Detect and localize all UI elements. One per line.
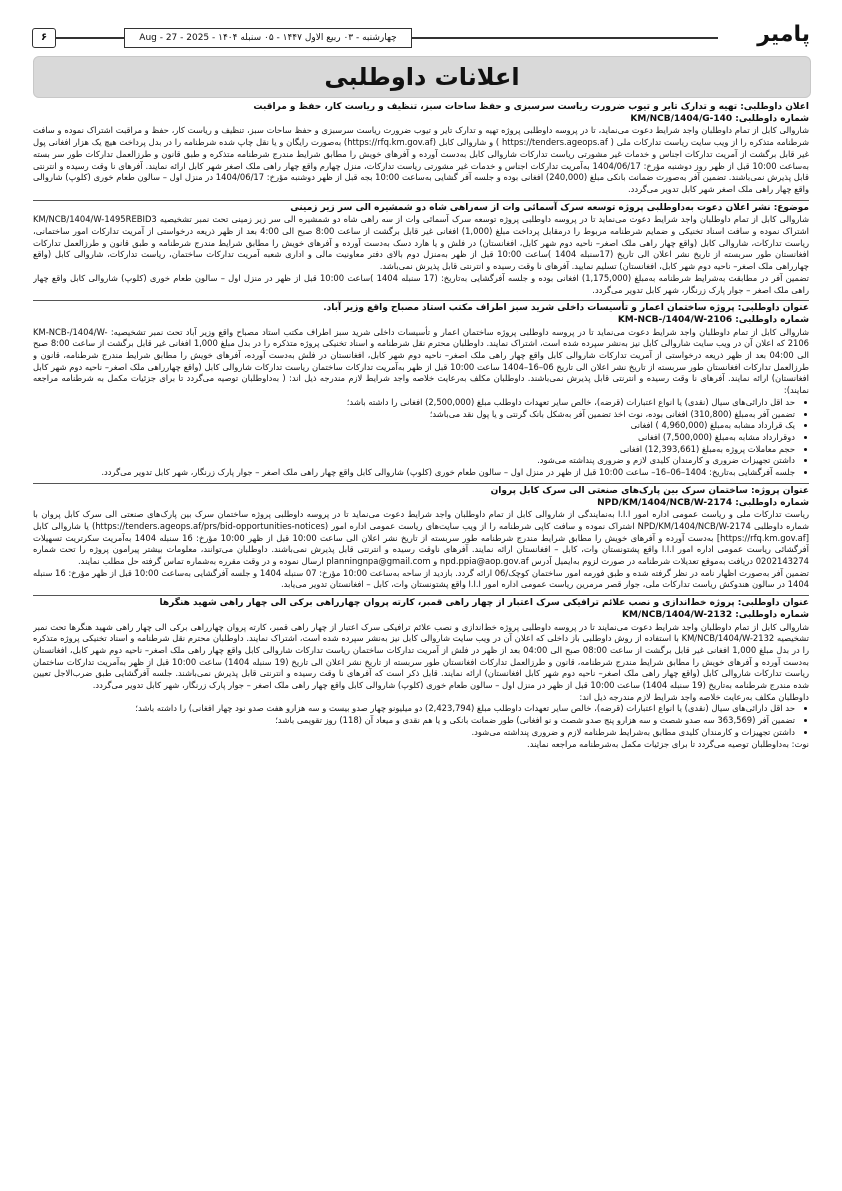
list-item: • تضمین آفر (363,569 سه صدو شصت و سه هزارو پنج صدو شصت و نو افغانی) طور ضمانت بانکی و یا هم نقدی و میعاد آن (118) روز تقویمی باشد؛ <box>33 715 795 727</box>
list-item: • تضمین آفر به‌مبلغ (310,800) افغانی بوده، نوت اخذ تضمین آفر به‌شکل بانک گرنتی و یا پول نقد می‌باشد؛ <box>33 409 795 421</box>
tender-announcements <box>33 100 809 1182</box>
ad-reference: شماره داوطلبی: KM/NCB/1404/W-2132 <box>621 609 809 620</box>
ad-paragraph: تضمین آفر در مطابقت به‌شرایط شرطنامه به‌مبلغ (1,175,000) افغانی بوده و جلسه آفرگشایی به‌تاریخ: (17 سنبله 1404 )ساعت 10:00 قبل از ظهر در منزل اول – سالون طعام خوری (کلوپ) شاروالی کابل واقع چهار راهی ملک اصغر – جوار پارک زرنگار، شهر کابل تدویر می‌گردد. <box>33 272 809 295</box>
list-item: • حجم معاملات پروژه به‌مبلغ (12,393,661) افغانی <box>33 444 795 456</box>
list-item: • حد اقل دارائی‌های سیال (نقدی) یا انواع اعتبارات (قرضه)، خالص سایر تعهدات داوطلب مبلغ (2,500,000) افغانی را داشته باشد؛ <box>33 397 795 409</box>
ad-reference: شماره داوطلبی: NPD/KM/1404/NCB/W-2174 <box>597 497 809 508</box>
ad-paragraph: داوطلبان مکلف به‌رعایت خلاصه واجد شرایط لازم مندرجه ذیل اند: <box>579 691 809 702</box>
tender-ad-2 <box>33 200 809 301</box>
tender-ad-4 <box>33 483 809 595</box>
ad-paragraph: ریاست تدارکات ملی و ریاست عمومی اداره امور ا.ا.ا به‌نمایندگی از شاروالی کابل از تمام داوطلبان واجد شرایط دعوت می‌نماید تا در پروسه داوطلبی پروژه ساختمان سرک بین پارک‌های صنعتی الی سرک کابل پروان با شماره داوطلبی NPD/KM/1404/NCB/W-2174 اشتراک نموده و سافت کاپی شرطنامه را از ویب سایت‌های ریاست عمومی اداره امور (https://tenders.ageops.af/prs/bid-opportunities-notices) یا شاروالی کابل [https://rfq.km.gov.af] به‌دست آورده و آفرهای خویش را مطابق شرایط مندرج شرطنامه طور سربسته از تاریخ نشر اعلان الی ساعت 10:00 قبل از ظهر 10:00 مؤرخ: 16 سنبله 1404 به‌آمریت سکرتریت تسهیلات آفرگشائی ریاست عمومی اداره امور ا.ا.ا واقع پشتونستان وات، کابل – افغانستان ارائه نمایند. آفرهای ناوقت رسیده و انترنتی قابل پذیرش نمی‌باشند. داوطلبان می‌توانند، معلومات بیشتر پیرامون پروژه را تحت شماره 0202143274 دریافت به‌موقع تعدیلات شرطنامه در صورت لزوم به‌ایمیل آدرس npd.ppia@aop.gov.af و planningnpa@gmail.com ارسال نموده و در وقت مقرره به‌شماره تماس گرفته حل مطلب نمایند. <box>33 509 809 567</box>
ad-paragraph: تضمین آفر به‌صورت اظهار نامه در نظر گرفته شده و طبق فورمه امور ساختمان کوچک/06 ارائه گردد. بازدید از ساحه به‌ساعت 10:00 مؤرخ: 07 سنبله 1404 و جلسه آفرگشایی به‌ساعت 10:00 قبل از ظهر مؤرخ: 16 سنبله 1404 در سالون هندوکش ریاست تدارکات ملی، جوار قصر مرمرین ریاست عمومی اداره امور ا.ا.ا واقع پشتونستان وات، کابل – افغانستان تدویر می‌یابد. <box>33 567 809 590</box>
list-item: • یک قرارداد مشابه به‌مبلغ (4,960,000 ) افغانی <box>33 420 795 432</box>
list-item: • جلسه آفرگشایی به‌تاریخ: 1404–06–16– ساعت 10:00 قبل از ظهر در منزل اول – سالون طعام خوری (کلوپ) شاروالی کابل واقع چهار راهی ملک اصغر – جوار پارک زرنگار، شهر کابل تدویر می‌گردد. <box>33 467 795 479</box>
section-banner: اعلانات داوطلبی <box>33 56 811 98</box>
page-number: ۶ <box>32 28 56 48</box>
ad-paragraph: شاروالی کابل از تمام داوطلبان واجد شرایط دعوت می‌نمایند تا در پروسه داوطلبی پروژه خط‌اندازی و نصب علائم ترافیکی سرک اعتبار از چهار راهی قمبر، کارته پروان چهارراهی برکی الی چهار راهی شهید هنگرها تحت نمبر تشخیصیه KM/NCB/1404/W-2132 با استفاده از روش داوطلبی باز داخلی که اعلان آن در ویب سایت شاروالی کابل نیز به‌نشر سپرده شده است، اشتراک نمایند. داوطلبان محترم نقل شرطنامه و اسناد تخنیکی پروژه متذکره را در بدل مبلغ 1,000 افغانی غیر قابل برگشت از ساعت 08:00 صبح الی 04:00 بعد از ظهر در فلش از آمریت تدارکات ساختمان ریاست تدارکات شاروالی کابل واقع چهار راهی ملک اصغر– ناحیه دوم شهر کابل، افغانستان به‌دست آورده و آفرهای خویش را مطابق شرایط مندرج شرطنامه، قانون و طرزالعمل تدارکات افغانستان طور سربسته از تاریخ نشر اعلان الی تاریخ (19 سنبله 1404) ساعت 10:00 قبل از ظهر به‌آمریت تدارکات ساختمان ریاست تدارکات شاروالی کابل (واقع چهار راهی ملک اصغر– ناحیه دوم شهر کابل افغانستان) ارائه نمایند. قابل ذکر است که آفرهای نا وقت رسیده و انترنتی قابل پذیرش نمی‌باشند. جلسه آفرگشایی طبق ضرب‌الاجل تعیین شده مندرج شرطنامه به‌تاریخ (19 سنبله 1404) ساعت 10:00 قبل از ظهر در منزل اول – سالون طعام خوری (کلوپ) شاروالی کابل واقع چهار راهی ملک اصغر – جوار پارک زرنگار، شهر کابل تدویر می‌گردد. <box>33 621 809 691</box>
ad-footer-note: نوت: به‌داوطلبان توصیه می‌گردد تا برای جزئیات مکمل به‌شرطنامه مراجعه نمایند. <box>527 738 809 749</box>
tender-ad-5 <box>33 595 809 754</box>
ad-title: موضوع: نشر اعلان دعوت به‌داوطلبی پروژه توسعه سرک آسمائی وات از سه‌راهی شاه دو شمشیره الی سر زیر زمینی <box>290 202 809 213</box>
ad-title: عنوان داوطلبی: پروژه ساختمان اعمار و تأسیسات داخلی شرید سبز اطراف مکتب استاد مصباح واقع وزیر آباد. <box>323 303 809 314</box>
list-item: • حد اقل دارائی‌های سیال (نقدی) یا انواع اعتبارات (قرضه)، خالص سایر تعهدات داوطلب مبلغ (2,423,794) دو میلیونو چهار صدو بیست و سه هزارو هفت صدو نود چهار افغانی) را داشته باشد؛ <box>33 703 795 715</box>
tender-ad-3 <box>33 300 809 483</box>
list-item: • دوقرارداد مشابه به‌مبلغ (7,500,000) افغانی <box>33 432 795 444</box>
ad-reference: شماره داوطلبی: KM/NCB/1404/G-140 <box>630 113 809 124</box>
ad-title: عنوان پروژه: ساختمان سرک بین پارک‌های صنعتی الی سرک کابل پروان <box>490 485 809 496</box>
list-item: • داشتن تجهیزات و کارمندان کلیدی مطابق به‌شرایط شرطنامه لازم و ضروری پنداشته می‌شود. <box>33 727 795 739</box>
page-header <box>32 22 810 48</box>
list-item: • داشتن تجهیزات ضروری و کارمندان کلیدی لازم و ضروری پنداشته می‌شود. <box>33 455 795 467</box>
ad-title: عنوان داوطلبی: پروژه خط‌اندازی و نصب علائم ترافیکی سرک اعتبار از چهار راهی قمبر، کارته پروان چهارراهی برکی الی چهار راهی شهید هنگرها <box>159 598 809 609</box>
requirements-list <box>33 397 809 479</box>
header-date: چهارشنبه - ۰۳ ربیع الاول ۱۴۴۷ - ۰۵ سنبله ۱۴۰۴ - Aug - 27 - 2025 <box>124 28 412 48</box>
ad-title: اعلان داوطلبی: تهیه و تدارک تایر و تیوب ضرورت ریاست سرسبزی و حفظ ساحات سبز، تنظیف و ریاست کار، حفظ و مراقبت <box>253 102 809 112</box>
ad-paragraph: شاروالی کابل از تمام داوطلبان واجد شرایط دعوت می‌نماید تا در پروسه داوطلبی پروژه ساختمان اعمار و تأسیسات داخلی شرید سبز اطراف مکتب استاد مصباح واقع وزیر آباد تحت نمبر تشخیصیه: KM-NCB-/1404/W-2106 که اعلان آن در ویب سایت شاروالی کابل نیز به‌نشر سپرده شده است، اشتراک نمایند. داوطلبان محترم نقل شرطنامه و اسناد تخنیکی پروژه متذکره را در بدل مبلغ 1,000 افغانی غیر قابل برگشت از ساعت 8:00 صبح الی 04:00 بعد از ظهر ذریعه درخواستی از آمریت تدارکات شاروالی کابل واقع چهار راهی ملک اصغر– ناحیه دوم شهر کابل، افغانستان در فلش به‌دست آورده، آفرهای خویش را مطابق شرایط مندرج شرطنامه، قانون و طرزالعمل تدارکات افغانستان طور سربسته از تاریخ نشر اعلان الی تاریخ 06–16–1404 ساعت 10:00 قبل از ظهر به‌آمریت تدارکات ساختمان ریاست تدارکات شاروالی کابل (واقع چهارراهی ملک اصغر– ناحیه دوم شهر کابل افغانستان) ارائه نمایند. آفرهای نا وقت رسیده و انترنتی قابل پذیرش نمی‌باشند. داوطلبان مکلف به‌رعایت خلاصه واجد شرایط لازم مندرجه ذیل اند: ( به‌داوطلبان توصیه می‌گردد تا برای جزئیات مکمل به شرطنامه مراجعه نمایند): <box>33 326 809 396</box>
requirements-list <box>33 703 809 738</box>
newspaper-brand: پامیر <box>757 22 810 47</box>
tender-ad-1 <box>33 100 809 200</box>
ad-paragraph: شاروالی کابل از تمام داوطلبان واجد شرایط دعوت می‌نماید تا در پروسه داوطلبی پروژه توسعه سرک آسمائی وات از سه راهی شاه دو شمشیره الی سر زیر زمینی تحت نمبر تشخیصیه KM/NCB/1404/W-1495REBID3 اشتراک نموده و سافت اسناد تخنیکی و ضمایم شرطنامه مربوط را درمقابل پرداخت مبلغ (1,000) افغانی غیر قابل برگشت از ساعت 8:00 صبح الی 4:00 بعد از ظهر ذریعه درخواستی از آمریت تدارکات امور ساختمانی، ریاست تدارکات، شاروالی کابل (واقع چهار راهی ملک اصغر– ناحیه دوم شهر کابل، افغانستان) در فلش و یا هارد دسک به‌دست آورده و آفرهای خویش را مطابق شرایط مندرج شرطنامه و طبق قانون و طرزالعمل تدارکات افغانستان طور سربسته از تاریخ نشر اعلان الی تاریخ (17سنبله 1404 )ساعت 10:00 قبل از ظهر به‌منزل دوم بالای دفتر معاونیت مالی و اداری شعبه آمریت تدارکات ساختمان، ریاست تدارکات، شاروالی کابل (واقع چهارراهی ملک اصغر– ناحیه دوم شهر کابل، افغانستان) تسلیم نمایید. آفرهای نا وقت رسیده و انترنتی قابل پذیرش نمی‌باشد. <box>33 214 809 272</box>
ad-reference: شماره داوطلبی: KM-NCB-/1404/W-2106 <box>617 314 809 325</box>
ad-paragraph: شاروالی کابل از تمام داوطلبان واجد شرایط دعوت می‌نماید، تا در پروسه داوطلبی پروژه تهیه و تدارک تایر و تیوب ضرورت ریاست سرسبزی و حفظ ساحات سبز، تنظیف و ریاست کار، حفظ و مراقبت اشتراک نموده و سافت شرطنامه متذکره را از ویب سایت ریاست تدارکات ملی ( https://tenders.ageops.af ) و شاروالی کابل (https://rfq.km.gov.af) به‌صورت رایگان و یا نقل چاپ شده شرطنامه را در بدل پرداخت هیچ یک هزار افغانی پول غیر قابل برگشت از آمریت تدارکات اجناس و خدمات غیر مشورتی ریاست تدارکات شاروالی کابل به‌دست آورده و آفرهای خویش را مطابق شرایط مندرج شرطنامه متذکره و طبق قانون و طرزالعمل تدارکات طور سر بسته به‌ساعت 10:00 قبل از ظهر روز دوشنبه مؤرخ: 1404/06/17 به‌آمریت تدارکات اجناس و خدمات غیر مشورتی ریاست تدارکات، منزل چهارم واقع چهار راهی ملک اصغر شهر کابل ارائه نمایند. آفرهای نا وقت رسیده و انترنتی قابل پذیرش نمی‌باشند. تضمین آفر به‌صورت ضمانت بانکی مبلغ (240,000) افغانی بوده و جلسه آفر گشایی به‌ساعت 10:00 بجه قبل از ظهر دوشنبه مؤرخ: 1404/06/17 در منزل اول – سالون طعام خوری (کلوپ) شاروالی واقع چهار راهی ملک اصغر شهر کابل تدویر می‌گردد. <box>33 125 809 194</box>
